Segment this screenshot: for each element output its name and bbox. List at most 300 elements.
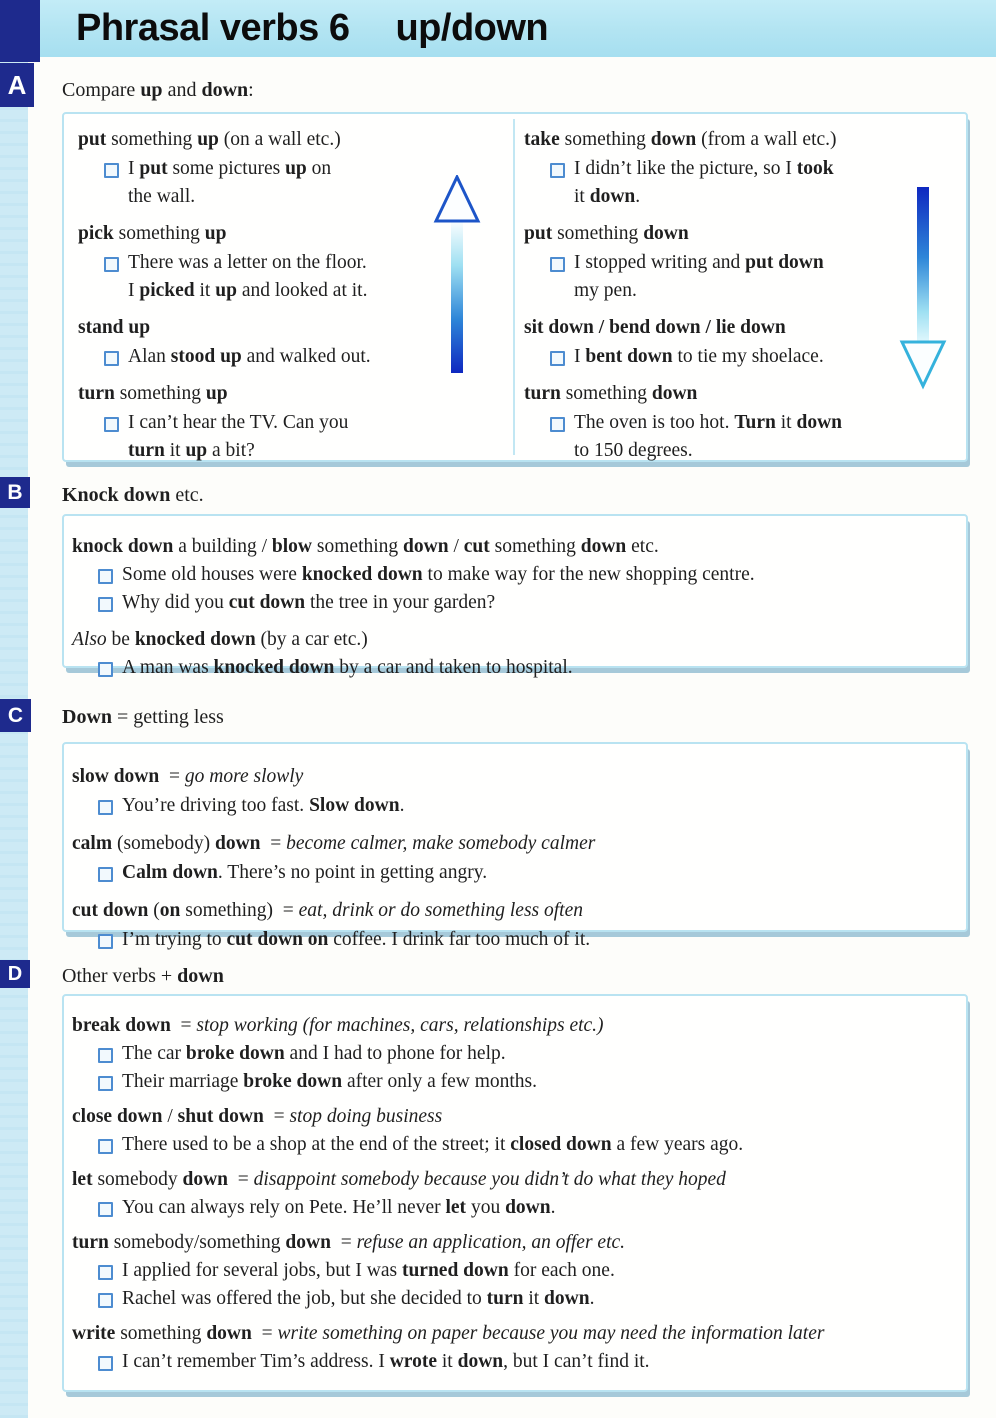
text-segment: The oven is too hot. <box>574 412 735 433</box>
text-segment: I stopped writing and <box>574 252 746 273</box>
square-checkbox-bullet-icon <box>550 351 565 366</box>
phrasal-verb-head <box>78 314 430 342</box>
verb-entry <box>524 314 926 371</box>
text-segment: . <box>550 1197 556 1218</box>
square-checkbox-bullet-icon <box>104 163 119 178</box>
text-segment: : <box>248 79 254 101</box>
square-checkbox-bullet-icon <box>98 597 113 612</box>
example-item <box>98 1285 952 1312</box>
text-segment: put <box>524 223 553 244</box>
example-line <box>128 409 348 437</box>
text-segment: down <box>403 536 449 557</box>
example-item <box>98 926 952 954</box>
title-band <box>40 0 996 57</box>
text-segment: stop working (for machines, cars, relationships etc.) <box>196 1015 604 1036</box>
text-segment: = <box>330 1232 357 1253</box>
text-segment: something <box>552 223 644 244</box>
text-segment: knocked down <box>213 657 335 678</box>
example-text <box>574 155 834 211</box>
example-line <box>574 183 834 211</box>
section-b-heading <box>62 482 204 508</box>
text-segment: Knock down <box>62 484 171 506</box>
text-segment: it <box>437 1351 458 1372</box>
text-segment: after only a few months. <box>342 1071 538 1092</box>
text-segment: = <box>260 833 287 854</box>
example-text <box>122 1348 650 1375</box>
text-segment: = getting less <box>112 706 224 728</box>
unit-topic: up/down <box>395 7 549 49</box>
example-line <box>122 859 487 887</box>
example-line <box>122 589 495 616</box>
text-segment: I <box>128 158 140 179</box>
section-letter-d: D <box>0 960 30 988</box>
text-segment: ( <box>148 900 160 921</box>
example-line <box>122 926 590 954</box>
text-segment: something <box>560 383 652 404</box>
text-segment: it <box>775 412 797 433</box>
text-segment: A man was <box>122 657 214 678</box>
text-segment: down <box>544 1288 590 1309</box>
example-item <box>550 343 926 371</box>
section-letter-c: C <box>0 699 31 732</box>
section-d-heading <box>62 963 224 989</box>
text-segment: down <box>505 1197 551 1218</box>
text-segment: my pen. <box>574 280 637 301</box>
text-segment: the wall. <box>128 186 196 207</box>
square-checkbox-bullet-icon <box>98 1293 113 1308</box>
text-segment: There used to be a shop at the end of the street; it <box>122 1134 511 1155</box>
example-text <box>122 859 487 887</box>
example-text <box>122 561 755 588</box>
verb-entry <box>72 830 952 887</box>
text-segment: . <box>635 186 641 207</box>
example-text <box>122 654 573 681</box>
text-segment: down <box>650 129 697 150</box>
text-segment: something <box>113 223 205 244</box>
example-item <box>550 155 926 211</box>
text-segment: write something on paper because you may need the information later <box>277 1323 825 1344</box>
verb-entry <box>72 763 952 820</box>
text-segment: etc. <box>626 536 659 557</box>
text-segment: something <box>115 1323 207 1344</box>
text-segment: turn <box>128 440 165 461</box>
verb-entry <box>72 1166 952 1221</box>
text-segment: = <box>159 766 185 787</box>
phrasal-verb-head <box>72 626 952 653</box>
text-segment: some pictures <box>167 158 286 179</box>
text-segment: = <box>251 1323 278 1344</box>
example-line <box>122 1348 650 1375</box>
example-text <box>122 1068 537 1095</box>
phrasal-verb-head <box>78 220 430 248</box>
text-segment: sit down / bend down / lie down <box>524 317 786 338</box>
square-checkbox-bullet-icon <box>98 1139 113 1154</box>
text-segment: and <box>162 79 202 101</box>
verb-entry <box>524 220 926 305</box>
verb-entry <box>72 626 952 681</box>
section-c-heading <box>62 704 224 730</box>
text-segment: bent down <box>585 346 673 367</box>
example-line <box>128 249 367 277</box>
text-segment: Turn <box>734 412 776 433</box>
example-line <box>574 409 842 437</box>
phrasal-verb-head <box>72 1166 952 1193</box>
text-segment: turn <box>78 383 115 404</box>
text-segment: something) = <box>180 900 299 921</box>
text-segment: The car <box>122 1043 186 1064</box>
text-segment: stop doing business <box>289 1106 443 1127</box>
square-checkbox-bullet-icon <box>98 1076 113 1091</box>
text-segment: down <box>796 412 843 433</box>
phrasal-verb-head <box>524 314 926 342</box>
text-segment: took <box>796 158 834 179</box>
example-line <box>122 561 755 588</box>
example-line <box>122 1040 506 1067</box>
text-segment: up <box>204 223 227 244</box>
text-segment: = <box>228 1169 254 1190</box>
example-text <box>128 249 367 305</box>
text-segment: down <box>182 1169 229 1190</box>
left-margin-strip <box>0 62 28 1418</box>
text-segment: broke down <box>185 1043 285 1064</box>
text-segment: eat, drink or do something less often <box>298 900 583 921</box>
text-segment: down <box>206 1323 252 1344</box>
example-line <box>122 1131 743 1158</box>
text-segment: You’re driving too fast. <box>122 795 310 816</box>
square-checkbox-bullet-icon <box>98 1356 113 1371</box>
column-divider <box>513 119 515 455</box>
square-checkbox-bullet-icon <box>550 163 565 178</box>
section-letter-b: B <box>0 477 30 508</box>
example-text <box>574 409 842 465</box>
phrasal-verb-head <box>72 1012 952 1039</box>
text-segment: / <box>162 1106 178 1127</box>
text-segment: Calm down <box>122 862 218 883</box>
text-segment: on <box>306 158 332 179</box>
example-item <box>98 1068 952 1095</box>
text-segment: There was a letter on the floor. <box>128 252 367 273</box>
phrasal-verb-head <box>72 533 952 560</box>
text-segment: it <box>523 1288 545 1309</box>
text-segment: somebody <box>92 1169 183 1190</box>
example-text <box>122 926 590 954</box>
example-item <box>104 343 430 371</box>
phrasal-verb-head <box>72 830 952 858</box>
verb-entry <box>524 380 926 465</box>
phrasal-verb-head <box>72 1320 952 1347</box>
text-segment: a bit? <box>207 440 255 461</box>
text-segment: let <box>445 1197 467 1218</box>
text-segment: it <box>164 440 186 461</box>
text-segment: turned down <box>401 1260 509 1281</box>
example-line <box>122 1257 615 1284</box>
text-segment: on <box>159 900 181 921</box>
verb-entry <box>72 1229 952 1312</box>
text-segment: . <box>399 795 405 816</box>
text-segment: break down <box>72 1015 171 1036</box>
text-segment: down <box>457 1351 504 1372</box>
text-segment: closed down <box>510 1134 612 1155</box>
square-checkbox-bullet-icon <box>550 257 565 272</box>
section-a-heading <box>62 77 254 103</box>
text-segment: and I had to phone for help. <box>284 1043 506 1064</box>
text-segment: I <box>574 346 586 367</box>
text-segment: = <box>263 1106 290 1127</box>
text-segment: Compare <box>62 79 141 101</box>
text-segment: down <box>651 383 698 404</box>
example-line <box>122 654 573 681</box>
example-item <box>104 409 430 465</box>
text-segment: be <box>106 629 135 650</box>
text-segment: and walked out. <box>241 346 371 367</box>
phrasal-verb-head <box>72 763 952 791</box>
example-text <box>122 1257 615 1284</box>
text-segment: stood up <box>170 346 242 367</box>
square-checkbox-bullet-icon <box>98 662 113 677</box>
text-segment: Alan <box>128 346 171 367</box>
text-segment: Rachel was offered the job, but she decided to <box>122 1288 487 1309</box>
verb-entry <box>524 126 926 211</box>
text-segment: cut down <box>72 900 149 921</box>
text-segment: down <box>214 833 261 854</box>
text-segment: cut down <box>228 592 306 613</box>
unit-title: Phrasal verbs 6 <box>76 7 350 49</box>
phrasal-verb-head <box>78 126 430 154</box>
text-segment: something <box>312 536 404 557</box>
example-text <box>122 1040 506 1067</box>
text-segment: I didn’t like the picture, so I <box>574 158 797 179</box>
text-segment: to tie my shoelace. <box>672 346 824 367</box>
phrasal-verb-head <box>524 126 926 154</box>
text-segment: I <box>128 280 140 301</box>
example-line <box>128 183 331 211</box>
square-checkbox-bullet-icon <box>104 417 119 432</box>
text-segment: for each one. <box>508 1260 615 1281</box>
example-line <box>574 249 824 277</box>
text-segment: calm <box>72 833 113 854</box>
example-line <box>128 437 348 465</box>
text-segment: it <box>574 186 590 207</box>
text-segment: Why did you <box>122 592 229 613</box>
text-segment: turn <box>72 1232 109 1253</box>
text-segment: disappoint somebody because you didn’t do what they hoped <box>253 1169 726 1190</box>
text-segment: broke down <box>243 1071 343 1092</box>
text-segment: stand up <box>78 317 151 338</box>
text-segment: take <box>524 129 560 150</box>
header-corner-block <box>0 0 40 62</box>
text-segment: , but I can’t find it. <box>503 1351 650 1372</box>
text-segment: . <box>589 1288 595 1309</box>
text-segment: picked <box>139 280 195 301</box>
text-segment: up <box>185 440 208 461</box>
text-segment: down <box>589 186 636 207</box>
section-letter-a: A <box>0 63 34 107</box>
example-item <box>98 1257 952 1284</box>
example-item <box>550 249 926 305</box>
up-arrow-icon <box>427 175 487 375</box>
square-checkbox-bullet-icon <box>104 257 119 272</box>
text-segment: and looked at it. <box>236 280 368 301</box>
text-segment: a few years ago. <box>611 1134 744 1155</box>
text-segment: You can always rely on Pete. He’ll never <box>122 1197 446 1218</box>
text-segment: Some old houses were <box>122 564 302 585</box>
example-item <box>98 1194 952 1221</box>
text-segment: wrote <box>389 1351 438 1372</box>
text-segment: by a car and taken to hospital. <box>334 657 573 678</box>
text-segment: coffee. I drink far too much of it. <box>328 929 591 950</box>
text-segment: (somebody) <box>112 833 215 854</box>
text-segment: turn <box>486 1288 524 1309</box>
text-segment: (on a wall etc.) <box>218 129 341 150</box>
text-segment: shut down <box>177 1106 264 1127</box>
text-segment: write <box>72 1323 116 1344</box>
example-line <box>122 1285 594 1312</box>
example-item <box>98 1040 952 1067</box>
down-arrow-icon <box>893 185 953 390</box>
text-segment: . There’s no point in getting angry. <box>217 862 488 883</box>
square-checkbox-bullet-icon <box>98 1265 113 1280</box>
example-item <box>98 859 952 887</box>
text-segment: down <box>177 965 224 987</box>
text-segment: to 150 degrees. <box>574 440 693 461</box>
text-segment: put <box>139 158 168 179</box>
example-item <box>104 155 430 211</box>
verb-entry <box>78 126 430 211</box>
example-text <box>574 343 824 371</box>
text-segment: I can’t remember Tim’s address. I <box>122 1351 390 1372</box>
text-segment: knock down <box>72 536 174 557</box>
example-line <box>128 343 371 371</box>
text-segment: up <box>197 129 219 150</box>
example-line <box>574 343 824 371</box>
example-text <box>122 589 495 616</box>
text-segment: blow <box>271 536 313 557</box>
example-line <box>122 792 404 820</box>
square-checkbox-bullet-icon <box>104 351 119 366</box>
example-line <box>128 277 367 305</box>
phrasal-verb-head <box>72 1103 952 1130</box>
text-segment: Also <box>72 629 107 650</box>
text-segment: Their marriage <box>122 1071 244 1092</box>
phrasal-verb-head <box>524 220 926 248</box>
text-segment: a building / <box>173 536 272 557</box>
text-segment: pick <box>78 223 114 244</box>
text-segment: I’m trying to <box>122 929 227 950</box>
verb-entry <box>78 220 430 305</box>
example-text <box>122 1285 594 1312</box>
text-segment: I applied for several jobs, but I was <box>122 1260 402 1281</box>
text-segment: turn <box>524 383 561 404</box>
text-segment: knocked down <box>301 564 423 585</box>
phrasal-verb-head <box>72 897 952 925</box>
verb-entry <box>72 1012 952 1095</box>
text-segment: Down <box>62 706 113 728</box>
example-item <box>98 792 952 820</box>
verb-entry <box>72 1103 952 1158</box>
verb-entry <box>78 314 430 371</box>
example-text <box>122 1194 555 1221</box>
example-line <box>128 155 331 183</box>
text-segment: Other verbs + <box>62 965 178 987</box>
example-line <box>574 277 824 305</box>
text-segment: something <box>106 129 198 150</box>
example-text <box>574 249 824 305</box>
text-segment: to make way for the new shopping centre. <box>422 564 755 585</box>
example-text <box>128 409 348 465</box>
example-text <box>122 792 404 820</box>
text-segment: it <box>194 280 216 301</box>
text-segment: = <box>170 1015 197 1036</box>
verb-entry <box>72 533 952 616</box>
example-line <box>574 437 842 465</box>
text-segment: put down <box>745 252 824 273</box>
text-segment: you <box>466 1197 506 1218</box>
text-segment: down <box>201 79 249 101</box>
example-item <box>98 561 952 588</box>
verb-entry <box>78 380 430 465</box>
example-item <box>98 1131 952 1158</box>
text-segment: up <box>205 383 228 404</box>
square-checkbox-bullet-icon <box>98 867 113 882</box>
text-segment: (from a wall etc.) <box>696 129 837 150</box>
square-checkbox-bullet-icon <box>550 417 565 432</box>
section-b-box <box>62 514 968 678</box>
text-segment: refuse an application, an offer etc. <box>356 1232 626 1253</box>
square-checkbox-bullet-icon <box>98 1202 113 1217</box>
example-line <box>122 1194 555 1221</box>
text-segment: / <box>448 536 464 557</box>
compare-box <box>62 112 968 462</box>
phrasal-verb-head <box>78 380 430 408</box>
phrasal-verb-head <box>524 380 926 408</box>
text-segment: something <box>489 536 581 557</box>
text-segment: up <box>285 158 307 179</box>
square-checkbox-bullet-icon <box>98 934 113 949</box>
text-segment: close down <box>72 1106 163 1127</box>
example-item <box>550 409 926 465</box>
example-item <box>104 249 430 305</box>
square-checkbox-bullet-icon <box>98 1048 113 1063</box>
example-item <box>98 589 952 616</box>
example-item <box>98 1348 952 1375</box>
text-segment: somebody/something <box>108 1232 286 1253</box>
text-segment: I can’t hear the TV. Can you <box>128 412 349 433</box>
square-checkbox-bullet-icon <box>98 800 113 815</box>
example-text <box>128 343 371 371</box>
text-segment: (by a car etc.) <box>255 629 368 650</box>
text-segment: something <box>114 383 206 404</box>
text-segment: knocked down <box>134 629 256 650</box>
phrasal-verb-head <box>72 1229 952 1256</box>
example-text <box>122 1131 743 1158</box>
text-segment: something <box>559 129 651 150</box>
example-line <box>122 1068 537 1095</box>
example-line <box>574 155 834 183</box>
section-c-box <box>62 742 968 950</box>
verb-entry <box>72 897 952 954</box>
text-segment: down <box>643 223 689 244</box>
square-checkbox-bullet-icon <box>98 569 113 584</box>
verb-entry <box>72 1320 952 1375</box>
text-segment: go more slowly <box>184 766 304 787</box>
section-d-box <box>62 994 968 1392</box>
text-segment: down <box>285 1232 331 1253</box>
text-segment: Slow down <box>309 795 400 816</box>
text-segment: cut <box>463 536 490 557</box>
text-segment: etc. <box>170 484 204 506</box>
compare-right-column <box>524 126 926 466</box>
text-segment: slow down <box>72 766 160 787</box>
